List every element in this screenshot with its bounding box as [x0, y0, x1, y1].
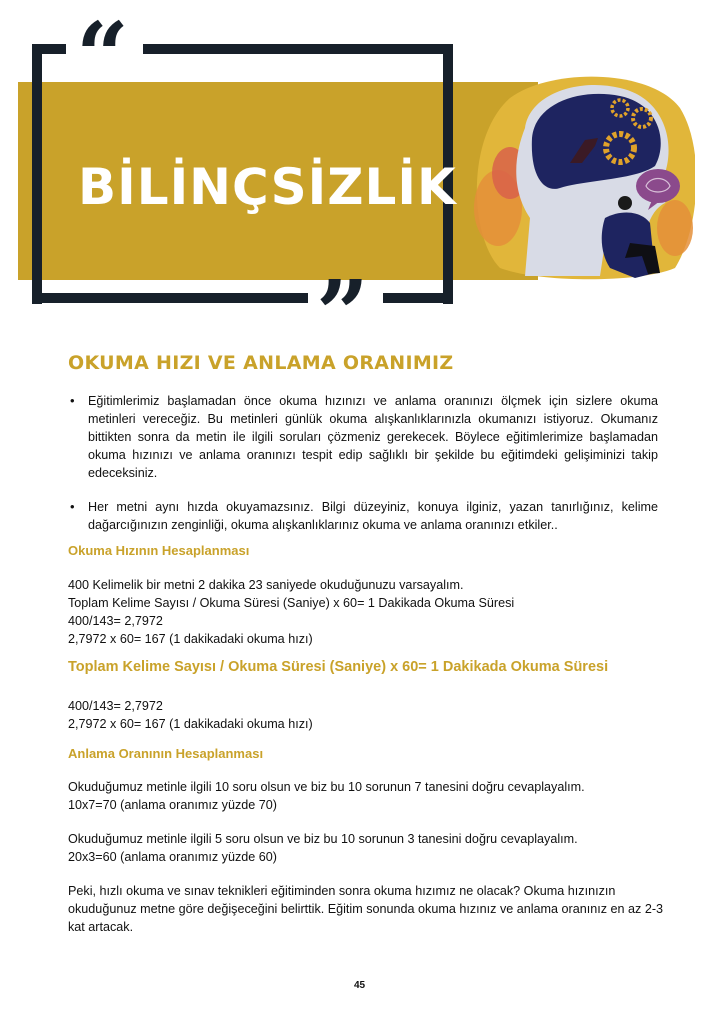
section-title: OKUMA HIZI VE ANLAMA ORANIMIZ	[68, 352, 454, 374]
formula-line: 400/143= 2,7972	[68, 699, 163, 713]
bullet-item	[68, 498, 658, 534]
page-number: 45	[354, 980, 366, 991]
bullet-item	[68, 392, 658, 482]
reading-speed-line: 400 Kelimelik bir metni 2 dakika 23 saniyede okuduğunuzu varsayalım.	[68, 578, 464, 592]
comprehension-line: Okuduğumuz metinle ilgili 10 soru olsun ve biz bu 10 sorunun 7 tanesini doğru cevaplayalım.	[68, 780, 585, 794]
bullet-text: Eğitimlerimiz başlamadan önce okuma hızınızı ve anlama oranınızı ölçmek için sizlere okuma metinleri vereceğiz. Bu metinleri günlük okuma alışkanlıklarınızla okumanızı istiyoruz. Okumanız bittikten sonra da metin ile ilgili soruları çözmeniz gerekecek. Böylece eğitimlerimize başlamadan okuma hızınızı ve anlama oranınızı tespit edip sağlıklı bir şekilde bu eğitimdeki gelişiminizi takip edeceksiniz.	[88, 394, 658, 480]
comprehension-line: 10x7=70 (anlama oranımız yüzde 70)	[68, 798, 277, 812]
comprehension-line: 20x3=60 (anlama oranımız yüzde 60)	[68, 850, 277, 864]
reading-speed-line: Toplam Kelime Sayısı / Okuma Süresi (Saniye) x 60= 1 Dakikada Okuma Süresi	[68, 596, 515, 610]
frame-top-left-border	[32, 44, 66, 54]
reading-speed-line: 2,7972 x 60= 167 (1 dakikadaki okuma hızı)	[68, 632, 313, 646]
formula-line: 2,7972 x 60= 167 (1 dakikadaki okuma hızı)	[68, 717, 313, 731]
bullet-icon: •	[70, 499, 75, 514]
comprehension-line: Okuduğumuz metinle ilgili 5 soru olsun ve biz bu 10 sorunun 3 tanesini doğru cevaplayalım.	[68, 832, 578, 846]
closing-paragraph: Peki, hızlı okuma ve sınav teknikleri eğitiminden sonra okuma hızımız ne olacak? Okuma hızınızın okuduğunuz metne göre değişeceğini belirttik. Eğitim sonunda okuma hızınız ve anlama oranınız en az 2-3 kat artacak.	[68, 884, 664, 934]
frame-bottom-left-border	[32, 293, 308, 303]
bullet-text: Her metni aynı hızda okuyamazsınız. Bilgi düzeyiniz, konuya ilginiz, yazan tanırlığınız, kelime dağarcığınızın zenginliği, okuma alışkanlıklarınız okuma ve anlama oranınızı etkiler..	[88, 500, 658, 532]
page-title: BİLİNÇSİZLİK	[78, 158, 457, 216]
frame-top-right-border	[143, 44, 453, 54]
comprehension-heading: Anlama Oranının Hesaplanması	[68, 746, 264, 761]
head-gears-illustration-icon	[470, 68, 695, 283]
bullet-icon: •	[70, 393, 75, 408]
intro-bullet-list	[68, 392, 658, 550]
frame-bottom-right-border	[383, 293, 453, 303]
reading-speed-line: 400/143= 2,7972	[68, 614, 163, 628]
reading-speed-heading: Okuma Hızının Hesaplanması	[68, 543, 250, 558]
frame-left-border	[32, 44, 42, 304]
open-quote-icon: “	[76, 2, 123, 110]
formula-heading: Toplam Kelime Sayısı / Okuma Süresi (Saniye) x 60= 1 Dakikada Okuma Süresi	[68, 659, 609, 675]
close-quote-icon: ”	[316, 260, 363, 368]
